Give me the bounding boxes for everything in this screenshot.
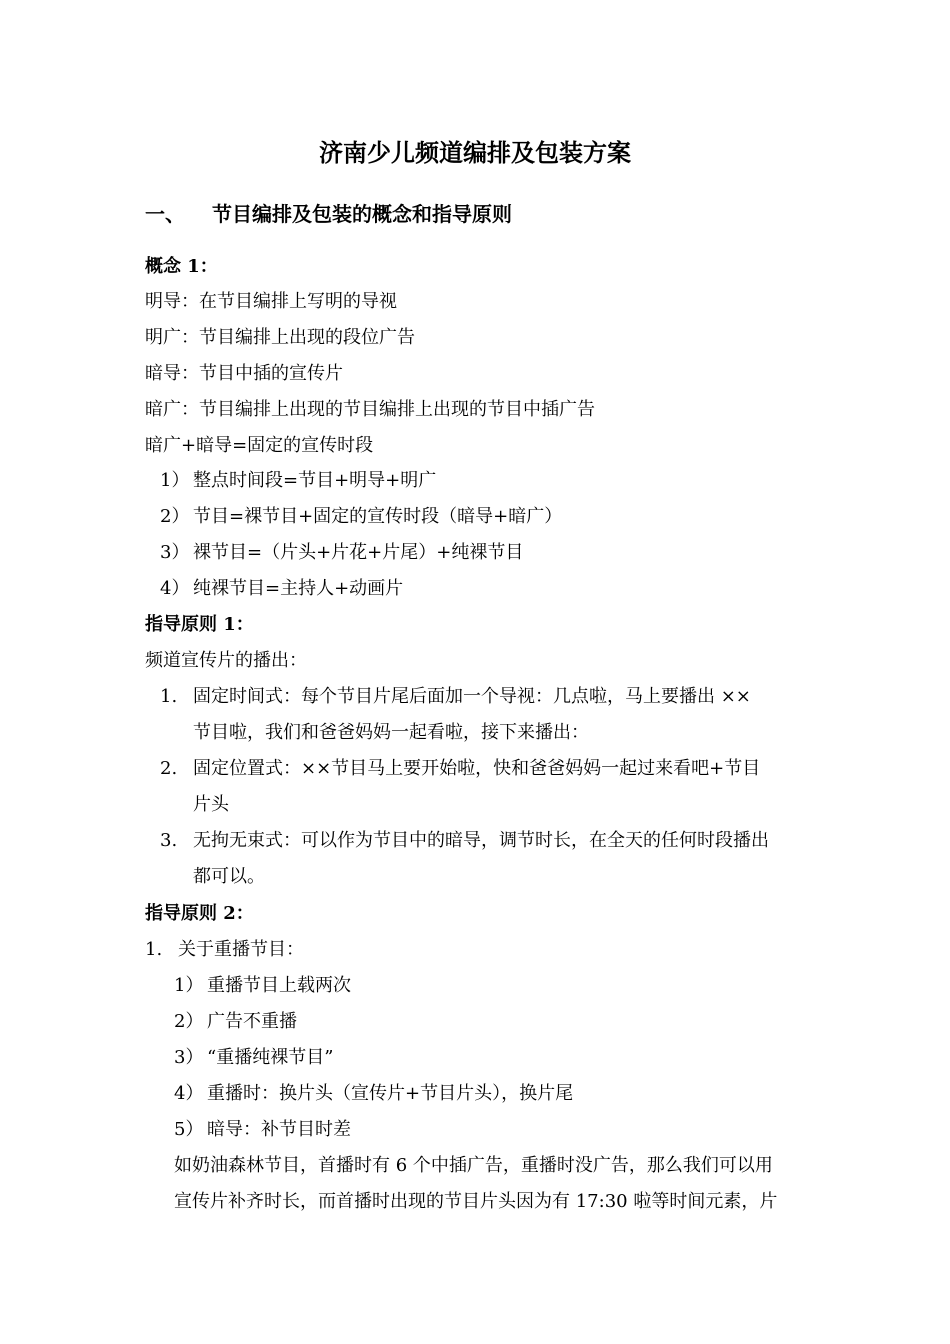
- list-item: 裸节目=（片头+片花+片尾）+纯裸节目: [193, 542, 524, 563]
- list-number: 1）: [160, 470, 190, 491]
- list-item: 重播时：换片头（宣传片+节目片头），换片尾: [207, 1083, 574, 1104]
- concept-line: 暗导：节目中插的宣传片: [145, 363, 343, 384]
- list-number: 3）: [160, 542, 190, 563]
- concept-line: 暗广：节目编排上出现的节目编排上出现的节目中插广告: [145, 399, 595, 420]
- principle1-label: 指导原则 1：: [145, 614, 254, 635]
- paragraph-line: 如奶油森林节目，首播时有 6 个中插广告，重播时没广告，那么我们可以用: [174, 1155, 773, 1176]
- list-number: 4）: [160, 578, 190, 599]
- concept-line: 暗广+暗导=固定的宣传时段: [145, 435, 374, 456]
- list-number: 1）: [174, 975, 204, 996]
- list-item: 暗导：补节目时差: [207, 1119, 351, 1140]
- list-item: 整点时间段=节目+明导+明广: [193, 470, 437, 491]
- list-item: 广告不重播: [207, 1011, 297, 1032]
- list-item: 节目=裸节目+固定的宣传时段（暗导+暗广）: [193, 506, 563, 527]
- principle1-intro: 频道宣传片的播出：: [145, 650, 307, 671]
- list-item: “重播纯裸节目”: [207, 1047, 334, 1068]
- list-item-continued: 都可以。: [193, 866, 265, 887]
- list-item: 固定位置式：××节目马上要开始啦，快和爸爸妈妈一起过来看吧+节目: [193, 758, 761, 779]
- list-item: 固定时间式：每个节目片尾后面加一个导视：几点啦，马上要播出 ××: [193, 686, 751, 707]
- list-number: 4）: [174, 1083, 204, 1104]
- list-item: 纯裸节目=主持人+动画片: [193, 578, 404, 599]
- list-number: 3.: [160, 830, 178, 851]
- list-number: 2.: [160, 758, 178, 779]
- paragraph-line: 宣传片补齐时长，而首播时出现的节目片头因为有 17:30 啦等时间元素，片: [174, 1191, 778, 1212]
- list-item: 关于重播节目：: [178, 939, 304, 960]
- list-number: 1.: [145, 939, 163, 960]
- principle2-label: 指导原则 2：: [145, 903, 254, 924]
- list-number: 5）: [174, 1119, 204, 1140]
- section-heading: 节目编排及包装的概念和指导原则: [212, 202, 512, 226]
- page-title: 济南少儿频道编排及包装方案: [319, 138, 631, 167]
- list-number: 2）: [174, 1011, 204, 1032]
- concept-label: 概念 1：: [145, 256, 218, 277]
- section-number: 一、: [145, 202, 185, 226]
- list-number: 3）: [174, 1047, 204, 1068]
- concept-line: 明广：节目编排上出现的段位广告: [145, 327, 415, 348]
- list-number: 1.: [160, 686, 178, 707]
- list-item-continued: 节目啦，我们和爸爸妈妈一起看啦，接下来播出：: [193, 722, 589, 743]
- list-item: 无拘无束式：可以作为节目中的暗导，调节时长，在全天的任何时段播出: [193, 830, 769, 851]
- list-item: 重播节目上载两次: [207, 975, 351, 996]
- concept-line: 明导：在节目编排上写明的导视: [145, 291, 397, 312]
- list-item-continued: 片头: [193, 794, 229, 815]
- list-number: 2）: [160, 506, 190, 527]
